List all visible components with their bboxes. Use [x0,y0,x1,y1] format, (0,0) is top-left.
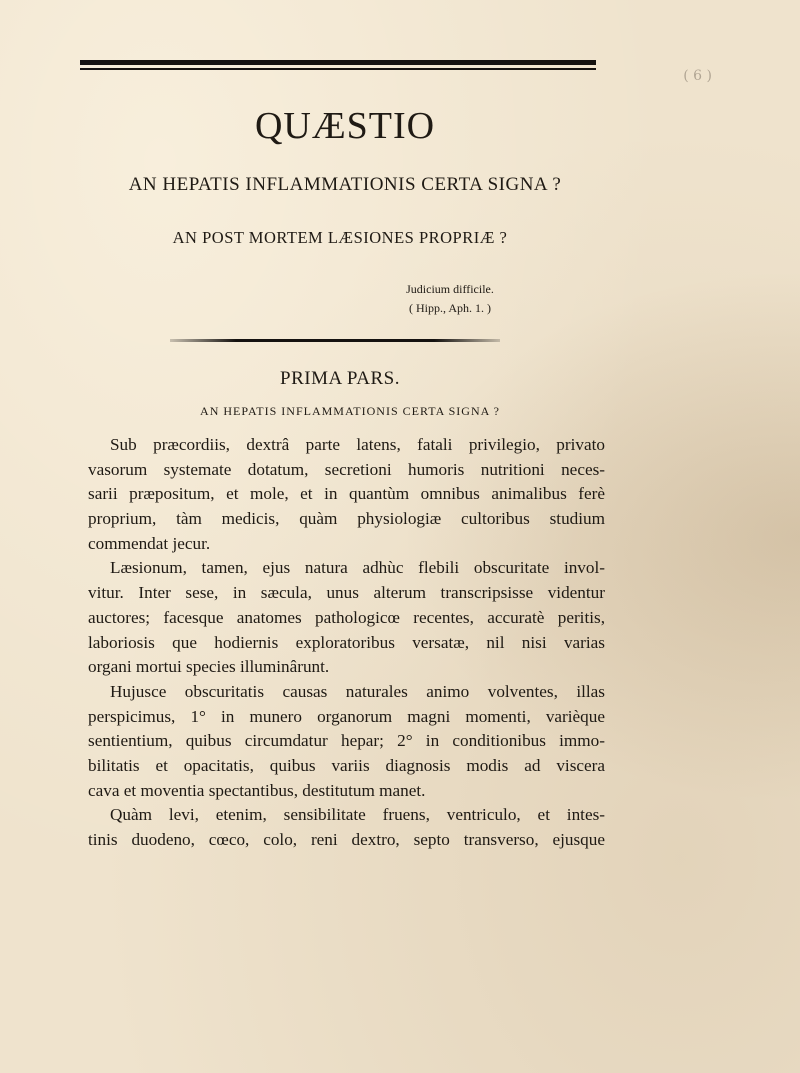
body-line: Læsionum, tamen, ejus natura adhùc flebili obscuritate invol- [110,558,605,578]
body-line: Sub præcordiis, dextrâ parte latens, fatali privilegio, privato [110,435,605,454]
epigraph-quote: Judicium difficile. [406,282,494,296]
page-title: QUÆSTIO [254,105,436,147]
page-number: ( 6 ) [683,68,712,84]
body-line: tinis duodeno, cœco, colo, reni dextro, septo transverso, ejusque [88,830,605,849]
body-line: auctores; facesque anatomes pathologicœ recentes, accuratè peritis, [88,607,605,627]
body-line: vasorum systemate dotatum, secretioni humoris nutritioni neces- [88,459,605,479]
section-divider-rule [170,339,500,342]
body-line: cava et moventia spectantibus, destitutum manet. [88,780,426,800]
body-line: laboriosis que hodiernis exploratoribus versatæ, nil nisi varias [88,632,605,652]
body-text [88,433,605,853]
body-line: Hujusce obscuritatis causas naturales animo volventes, illas [110,681,605,701]
body-line: proprium, tàm medicis, quàm physiologiæ cultoribus studium [88,509,605,529]
epigraph [360,280,540,318]
top-rule-thick [80,60,596,65]
top-rule-thin [80,68,596,70]
question-subtitle-1: AN HEPATIS INFLAMMATIONIS CERTA SIGNA ? [128,174,562,195]
epigraph-reference: ( Hipp., Aph. 1. ) [409,301,491,315]
body-line: sentientium, quibus circumdatur hepar; 2° in conditionibus immo- [88,731,605,751]
question-subtitle-2: AN POST MORTEM LÆSIONES PROPRIÆ ? [172,228,508,247]
body-line: organi mortui species illuminârunt. [88,657,330,677]
body-line: commendat jecur. [88,533,211,553]
body-line: Quàm levi, etenim, sensibilitate fruens, ventriculo, et intes- [110,805,605,825]
section-subtitle: AN HEPATIS INFLAMMATIONIS CERTA SIGNA ? [200,404,500,418]
section-title: PRIMA PARS. [280,368,400,389]
body-line: perspicimus, 1° in munero organorum magni momenti, varièque [88,706,605,726]
body-line: bilitatis et opacitatis, quibus variis diagnosis modis ad viscera [88,755,605,775]
body-line: vitur. Inter sese, in sæcula, unus alterum transcripsisse videntur [88,583,605,603]
top-double-rule [80,60,596,72]
body-line: sarii præpositum, et mole, et in quantùm omnibus animalibus ferè [88,484,605,504]
